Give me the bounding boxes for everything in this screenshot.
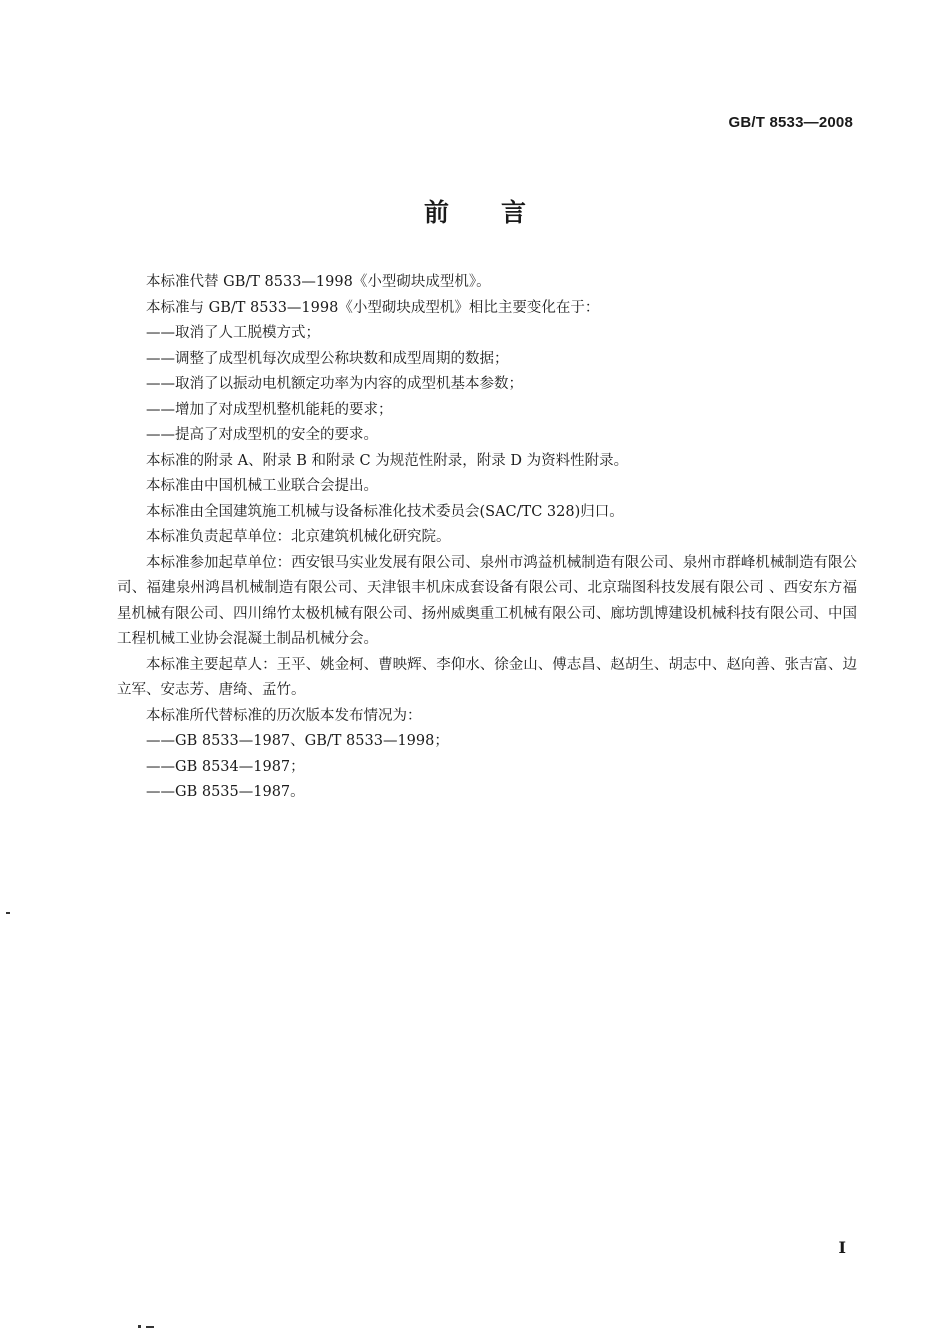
paragraph: 本标准由中国机械工业联合会提出。 (146, 478, 378, 494)
paragraph: 本标准参加起草单位：西安银马实业发展有限公司、泉州市鸿益机械制造有限公司、泉州市群峰机械制造有限公司、福建泉州鸿昌机械制造有限公司、天津银丰机床成套设备有限公司、北京瑞图科技发展有限公司 、西安东方福星机械有限公司、四川绵竹太极机械有限公司、扬州威奥重工机械有限公司、廊坊凯博建设机械科技有限公司、中国工程机械工业协会混凝土制品机械分会。 (117, 554, 857, 647)
list-item: ——GB 8535—1987。 (146, 784, 305, 800)
scan-speck (6, 912, 10, 914)
page-title: 前言 (423, 198, 578, 227)
list-item: ——取消了以振动电机额定功率为内容的成型机基本参数； (146, 376, 523, 392)
paragraph: 本标准负责起草单位：北京建筑机械化研究院。 (146, 529, 451, 545)
paragraph: 本标准与 GB/T 8533—1998《小型砌块成型机》相比主要变化在于： (146, 299, 600, 316)
standard-code: GB/T 8533—2008 (728, 114, 853, 131)
paragraph: 本标准的附录 A、附录 B 和附录 C 为规范性附录，附录 D 为资料性附录。 (146, 452, 629, 469)
paragraph: 本标准所代替标准的历次版本发布情况为： (146, 707, 422, 724)
page-number: I (838, 1238, 846, 1257)
list-item: ——调整了成型机每次成型公称块数和成型周期的数据； (146, 350, 509, 367)
list-item: ——GB 8533—1987、GB/T 8533—1998； (146, 733, 449, 749)
paragraph: 本标准代替 GB/T 8533—1998《小型砌块成型机》。 (146, 274, 491, 290)
paragraph: 本标准主要起草人：王平、姚金柯、曹映辉、李仰水、徐金山、傅志昌、赵胡生、胡志中、赵向善、张吉富、边立军、安志芳、唐绮、孟竹。 (117, 656, 857, 698)
paragraph: 本标准由全国建筑施工机械与设备标准化技术委员会(SAC/TC 328)归口。 (146, 503, 624, 520)
list-item: ——提高了对成型机的安全的要求。 (146, 427, 378, 443)
preface-body (117, 270, 857, 806)
scan-speck (138, 1325, 141, 1328)
list-item: ——GB 8534—1987； (146, 758, 305, 775)
list-item: ——取消了人工脱模方式； (146, 325, 320, 341)
list-item: ——增加了对成型机整机能耗的要求； (146, 401, 393, 418)
scan-speck (146, 1326, 154, 1328)
